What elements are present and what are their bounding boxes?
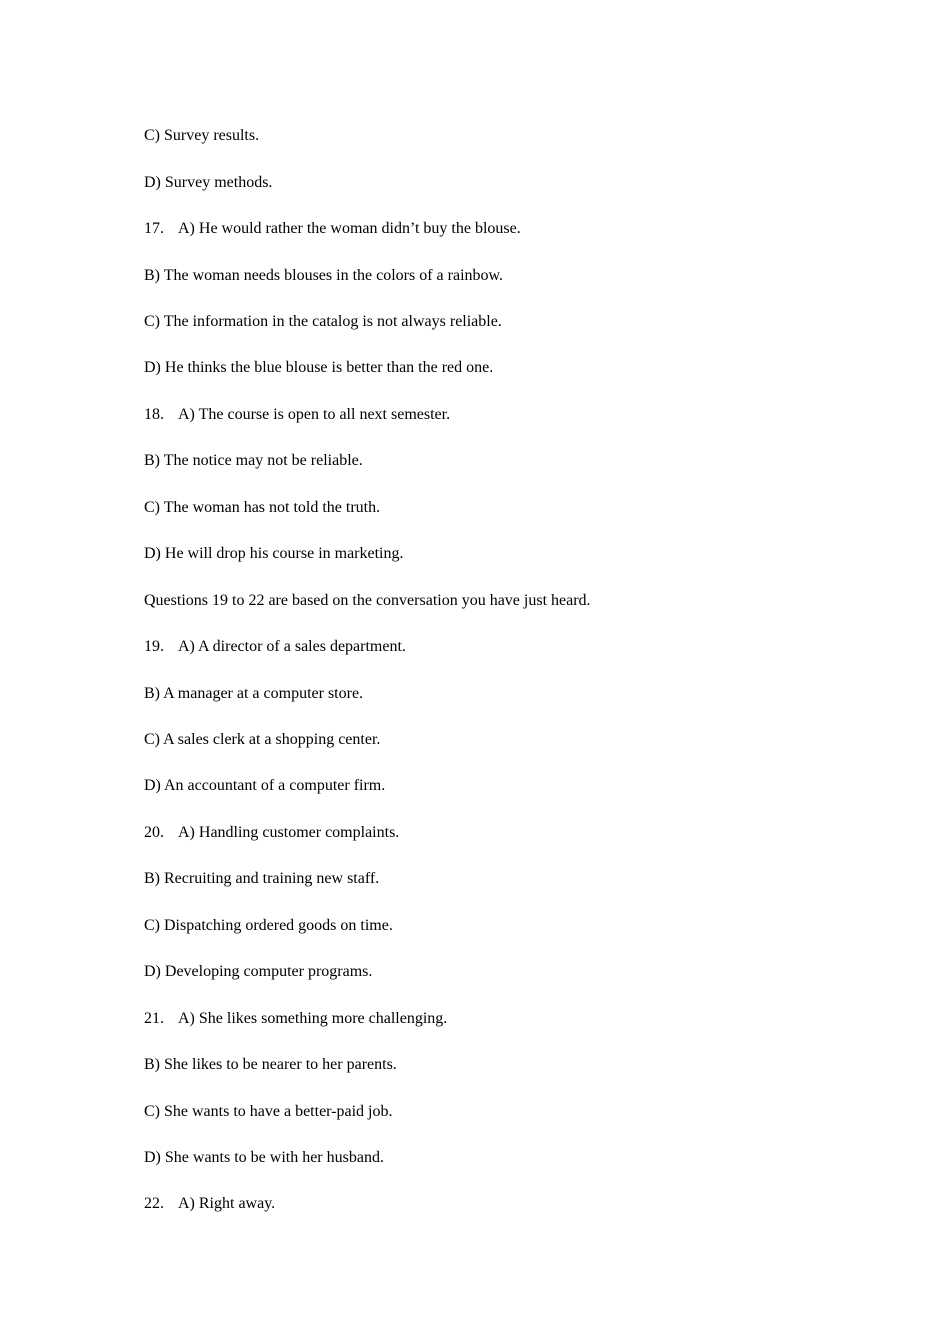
option-text: C) The information in the catalog is not always reliable. (144, 313, 502, 330)
option-text: A) He would rather the woman didn’t buy the blouse. (178, 220, 521, 237)
option-text: D) She wants to be with her husband. (144, 1149, 384, 1166)
option-line (144, 730, 380, 750)
question-21-line (144, 1009, 447, 1029)
question-18-line (144, 405, 450, 425)
option-text: B) A manager at a computer store. (144, 685, 364, 702)
option-text: A) Right away. (178, 1195, 276, 1212)
question-number: 18. (144, 406, 164, 423)
option-text: B) The woman needs blouses in the colors of a rainbow. (144, 267, 504, 284)
question-number: 19. (144, 638, 164, 655)
option-text: D) Survey methods. (144, 174, 273, 191)
instruction-text: Questions 19 to 22 are based on the conversation you have just heard. (144, 592, 591, 609)
option-text: B) She likes to be nearer to her parents. (144, 1056, 397, 1073)
option-line (144, 1055, 397, 1075)
question-17-line (144, 219, 521, 239)
option-line (144, 1102, 393, 1122)
option-line (144, 173, 272, 193)
option-line (144, 451, 363, 471)
option-line (144, 776, 385, 796)
option-text: D) An accountant of a computer firm. (144, 777, 386, 794)
option-text: D) Developing computer programs. (144, 963, 373, 980)
option-line (144, 358, 493, 378)
option-text: A) The course is open to all next semester. (178, 406, 451, 423)
option-line (144, 869, 379, 889)
option-line (144, 962, 372, 982)
option-line (144, 916, 393, 936)
option-text: A) She likes something more challenging. (178, 1010, 448, 1027)
option-line (144, 684, 363, 704)
option-text: B) Recruiting and training new staff. (144, 870, 380, 887)
option-text: C) She wants to have a better-paid job. (144, 1103, 393, 1120)
option-line (144, 266, 503, 286)
option-line (144, 498, 380, 518)
option-text: D) He thinks the blue blouse is better than the red one. (144, 359, 494, 376)
question-number: 22. (144, 1195, 164, 1212)
option-line (144, 1148, 384, 1168)
option-text: A) Handling customer complaints. (178, 824, 400, 841)
question-number: 17. (144, 220, 164, 237)
option-text: A) A director of a sales department. (178, 638, 406, 655)
question-19-line (144, 637, 406, 657)
question-number: 21. (144, 1010, 164, 1027)
option-line (144, 312, 502, 332)
option-text: C) Dispatching ordered goods on time. (144, 917, 393, 934)
option-line (144, 544, 404, 564)
option-text: D) He will drop his course in marketing. (144, 545, 404, 562)
question-22-line (144, 1194, 275, 1214)
option-text: C) The woman has not told the truth. (144, 499, 381, 516)
option-text: C) Survey results. (144, 127, 260, 144)
question-number: 20. (144, 824, 164, 841)
option-text: C) A sales clerk at a shopping center. (144, 731, 381, 748)
section-instruction (144, 591, 591, 611)
option-line (144, 126, 259, 146)
question-20-line (144, 823, 399, 843)
option-text: B) The notice may not be reliable. (144, 452, 363, 469)
